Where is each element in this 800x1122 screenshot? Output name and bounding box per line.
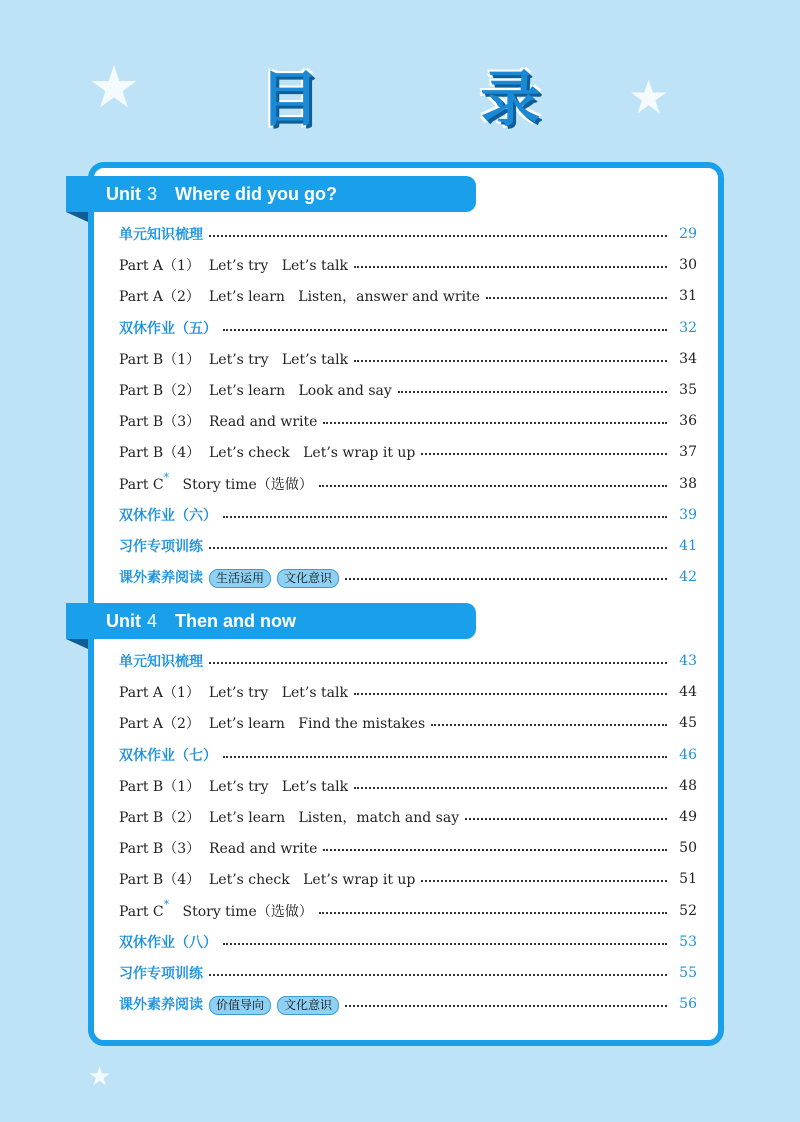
toc-entry-text: 双休作业（六） [119,507,217,524]
toc-entry-label [119,567,339,588]
toc-entry-text: Part B（4） Let’s check Let’s wrap it up [119,445,416,462]
dot-leader [319,483,667,487]
dot-leader [223,327,667,331]
toc-entry-text: Part B（3） Read and write [119,841,318,858]
dot-leader [421,451,667,455]
dot-leader [209,233,667,237]
toc-entry-text: Part B（3） Read and write [119,414,318,431]
page-number: 43 [679,653,697,669]
toc-entry-text: 双休作业（八） [119,934,217,951]
page-number: 34 [679,350,697,367]
toc-entry-subtitle: Story time（选做） [182,476,313,493]
toc-entry-text: Part B（2） Let’s learn Listen，match and say [119,810,460,826]
page-number: 36 [679,413,697,430]
dot-leader [465,816,667,820]
dot-leader [209,660,667,664]
toc-entry-label [119,682,348,702]
dot-leader [323,420,667,424]
unit-title: Where did you go? [175,184,338,204]
toc-entry-label [119,380,392,400]
toc-entry-label [119,505,217,525]
unit-banner [66,176,476,212]
spacer [169,477,182,493]
toc-entry-text: Part A（2） Let’s learn Listen，answer and write [119,289,480,306]
page-number: 31 [679,288,697,305]
dot-leader [209,972,667,976]
toc-entry[interactable] [119,504,697,526]
page-number: 56 [679,996,697,1013]
page-number: 50 [679,840,697,857]
optional-star-icon: * [163,897,170,911]
unit-number: 4 [147,611,158,631]
toc-entry[interactable] [119,744,697,766]
toc-entry-label [119,897,313,921]
toc-entry-label [119,411,317,431]
page-number: 49 [679,809,697,825]
page-number: 52 [679,902,697,919]
toc-entry[interactable] [119,897,697,922]
toc-entry-text: 课外素养阅读 [119,569,203,586]
toc-entry[interactable] [119,285,697,307]
toc-entry[interactable] [119,993,697,1015]
page-number: 30 [679,257,697,274]
toc-entry-label [119,745,217,765]
category-tag: 文化意识 [277,996,339,1015]
toc-entry[interactable] [119,775,697,797]
toc-entry-text: Part A（2） Let’s learn Find the mistakes [119,716,426,733]
page-number: 39 [679,506,697,523]
toc-entry-text: Part B（2） Let’s learn Look and say [119,383,392,399]
unit-title: Then and now [175,611,297,631]
toc-entry-text: Part A（1） Let’s try Let’s talk [119,685,348,702]
dot-leader [209,545,667,549]
dot-leader [398,389,667,393]
dot-leader [345,576,667,580]
toc-entry-text: Part A（1） Let’s try Let’s talk [119,258,348,275]
toc-entry[interactable] [119,348,697,370]
toc-entry[interactable] [119,931,697,953]
page-number: 35 [679,382,697,398]
star-decoration-icon: ★ [88,1062,112,1092]
page-number: 51 [679,871,697,888]
category-tag: 生活运用 [209,569,271,588]
page-number: 53 [679,933,697,950]
toc-entry-text: Part C [119,476,164,493]
page-title: 目 录 [259,65,611,135]
star-decoration-icon: ★ [628,70,670,124]
dot-leader [319,910,667,914]
star-decoration-icon: ★ [88,53,140,121]
toc-entry[interactable] [119,535,697,557]
toc-entry[interactable] [119,868,697,890]
dot-leader [345,1003,667,1007]
unit-number: 3 [147,184,158,204]
banner-fold [66,212,88,222]
spacer [169,904,182,920]
dot-leader [323,847,667,851]
unit-banner [66,603,476,639]
toc-entry-label [119,442,415,462]
page-number: 55 [679,965,697,981]
toc-entry-text: 单元知识梳理 [119,227,203,243]
toc-entry-label [119,807,459,827]
dot-leader [421,878,667,882]
toc-entry[interactable] [119,470,697,495]
toc-entry[interactable] [119,317,697,339]
toc-entry-text: 单元知识梳理 [119,654,203,670]
toc-entry-text: 双休作业（七） [119,747,217,764]
page-number: 46 [679,746,697,763]
toc-entry-label [119,651,203,671]
dot-leader [223,514,667,518]
toc-entry-label [119,838,317,858]
toc-entry[interactable] [119,837,697,859]
page-number: 44 [679,684,697,701]
dot-leader [354,785,667,789]
banner-fold [66,639,88,649]
toc-entry[interactable] [119,379,697,401]
dot-leader [223,754,667,758]
toc-entry[interactable] [119,223,697,245]
toc-entry[interactable] [119,254,697,276]
toc-entry[interactable] [119,681,697,703]
unit-label: Unit [106,611,141,631]
toc-entry-text: Part B（1） Let’s try Let’s talk [119,778,349,795]
page-number: 45 [679,715,697,732]
toc-entry-label [119,349,348,369]
toc-entry[interactable] [119,962,697,984]
toc-entry-label [119,470,313,494]
page-number: 42 [679,569,697,586]
toc-entry-label [119,932,217,952]
toc-entry[interactable] [119,712,697,734]
toc-entry[interactable] [119,650,697,672]
toc-entry[interactable] [119,410,697,432]
toc-entry-text: 双休作业（五） [119,320,217,337]
optional-star-icon: * [163,470,170,484]
page-number: 48 [679,777,697,794]
dot-leader [354,358,667,362]
toc-entry-label [119,963,203,983]
toc-entry-text: 课外素养阅读 [119,996,203,1013]
toc-entry[interactable] [119,441,697,463]
dot-leader [486,295,667,299]
dot-leader [354,691,667,695]
page-number: 38 [679,475,697,492]
toc-entry-text: Part C [119,903,164,920]
toc-entry-label [119,318,217,338]
toc-entry-label [119,776,348,796]
dot-leader [223,941,667,945]
page-number: 37 [679,444,697,461]
page-number: 29 [679,226,697,242]
toc-entry-subtitle: Story time（选做） [182,903,313,920]
category-tag: 文化意识 [277,569,339,588]
dot-leader [354,264,667,268]
toc-entry-label [119,713,425,733]
toc-entry-label [119,536,203,556]
toc-entry-text: 习作专项训练 [119,539,203,555]
toc-entry-label [119,224,203,244]
page-number: 41 [679,538,697,554]
toc-entry-text: Part B（4） Let’s check Let’s wrap it up [119,872,416,889]
toc-entry-label [119,255,348,275]
toc-entry-label [119,869,415,889]
toc-entry[interactable] [119,806,697,828]
toc-entry-text: 习作专项训练 [119,966,203,982]
toc-entry-label [119,286,480,306]
toc-entry[interactable] [119,566,697,588]
toc-entry-label [119,994,339,1015]
category-tag: 价值导向 [209,996,271,1015]
toc-entry-text: Part B（1） Let’s try Let’s talk [119,351,349,368]
dot-leader [431,722,667,726]
unit-label: Unit [106,184,141,204]
page-number: 32 [679,319,697,336]
